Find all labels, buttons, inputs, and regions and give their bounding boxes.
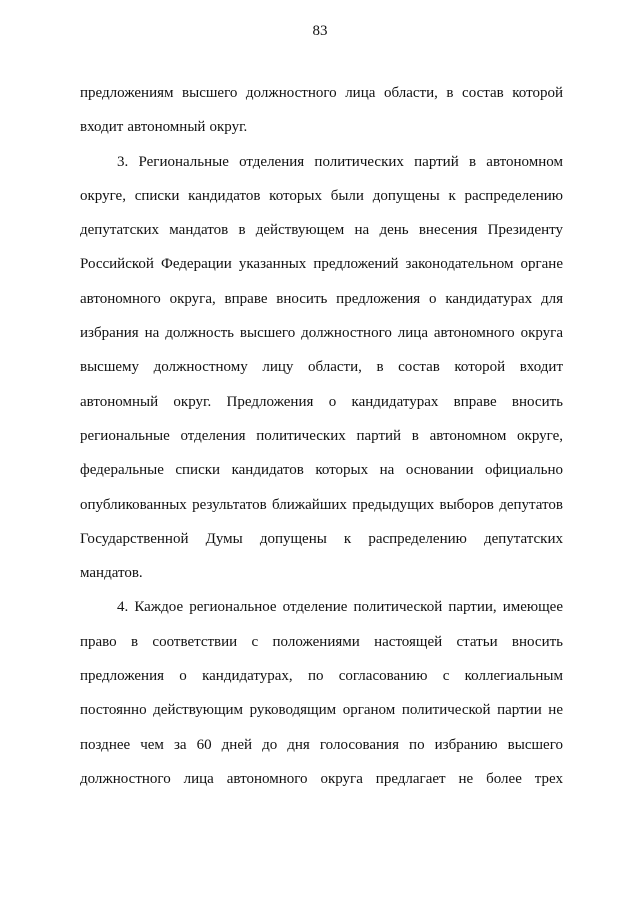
paragraph-continuation: предложениям высшего должностного лица области, в состав которой входит автономный округ. [80, 85, 563, 136]
document-body [80, 76, 563, 796]
paragraph-item-3: 3. Региональные отделения политических партий в автономном округе, списки кандидатов которых были допущены к распределению депутатских мандатов в действующем на день внесения Президенту Российской Федерации указанных предложений законодательном органе автономного округа, вправе вносить предложения о кандидатурах для избрания на должность высшего должностного лица автономного округа высшему должностному лицу области, в состав которой входит автономный округ. Предложения о кандидатурах вправе вносить региональные отделения политических партий в автономном округе, федеральные списки кандидатов которых на основании официально опубликованных результатов ближайших предыдущих выборов депутатов Государственной Думы допущены к распределению депутатских мандатов. [80, 153, 563, 582]
page-number: 83 [312, 23, 328, 39]
paragraph-item-4: 4. Каждое региональное отделение политической партии, имеющее право в соответствии с положениями настоящей статьи вносить предложения о кандидатурах, по согласованию с коллегиальным постоянно действующим руководящим органом политической партии не позднее чем за 60 дней до дня голосования по избранию высшего должностного лица автономного округа предлагает не более трех [80, 599, 563, 787]
